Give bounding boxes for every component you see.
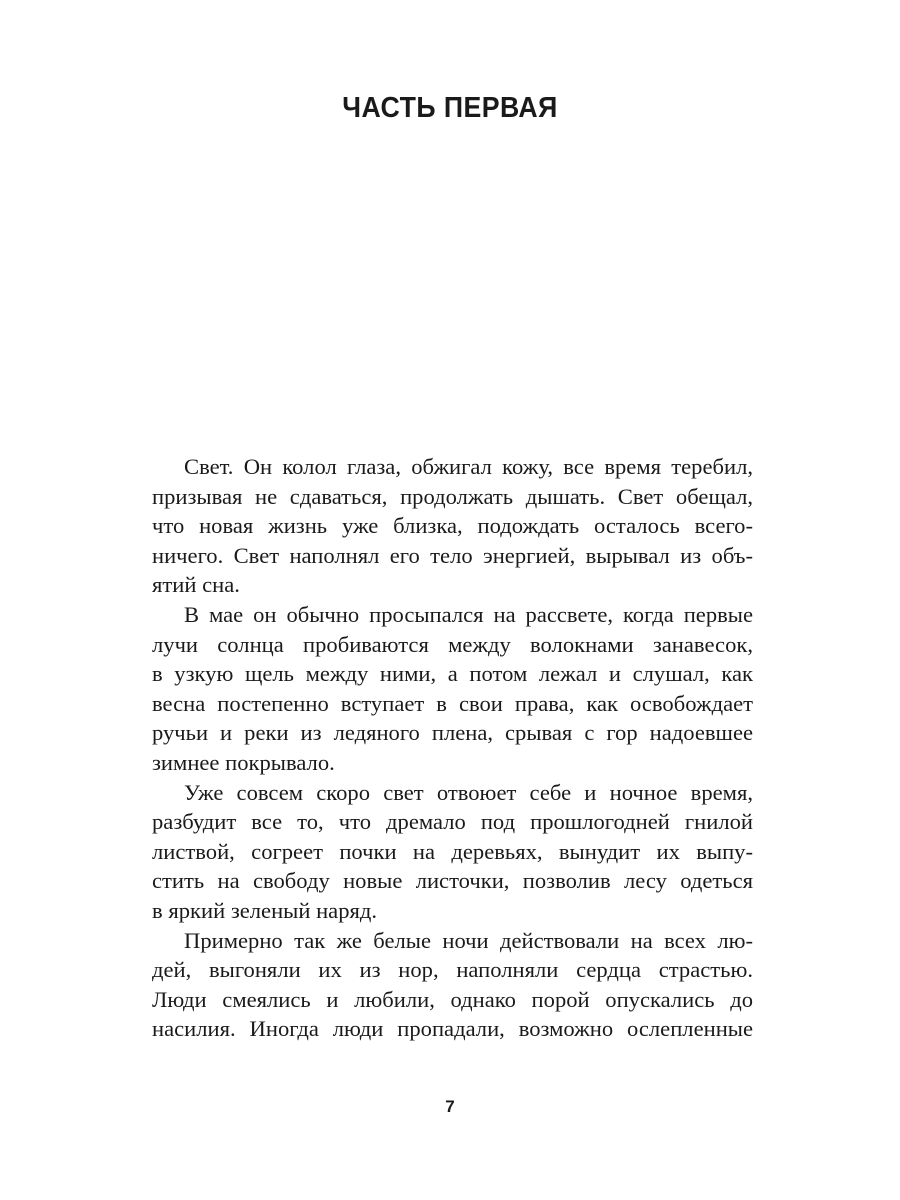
part-title: ЧАСТЬ ПЕРВАЯ	[342, 92, 558, 124]
paragraph-3-line-2: разбудит все то, что дремало под прошлогодней гнилой	[152, 809, 753, 835]
paragraph-4-line-2: дей, выгоняли их из нор, наполняли сердца страстью.	[152, 957, 753, 983]
paragraph-3-line-4: стить на свободу новые листочки, позволив лесу одеться	[152, 868, 753, 894]
paragraph-1-line-3: что новая жизнь уже близка, подождать осталось всего-	[152, 513, 753, 539]
paragraph-3-line-5: в яркий зеленый наряд.	[152, 897, 378, 923]
paragraph-1-line-2: призывая не сдаваться, продолжать дышать. Свет обещал,	[152, 483, 753, 509]
paragraph-2-line-6: зимнее покрывало.	[152, 749, 335, 775]
paragraph-4-line-3: Люди смеялись и любили, однако порой опускались до	[152, 986, 753, 1012]
paragraph-3-line-3: листвой, согреет почки на деревьях, вынудит их выпу-	[152, 838, 753, 864]
paragraph-1-line-4: ничего. Свет наполнял его тело энергией, вырывал из объ-	[152, 542, 753, 568]
paragraph-4-line-1: Примерно так же белые ночи действовали на всех лю-	[184, 927, 753, 953]
body-text	[152, 452, 753, 1044]
page-number: 7	[445, 1097, 455, 1116]
paragraph-2-line-4: весна постепенно вступает в свои права, как освобождает	[152, 690, 753, 716]
paragraph-2-line-1: В мае он обычно просыпался на рассвете, когда первые	[184, 601, 753, 627]
paragraph-1-line-1: Свет. Он колол глаза, обжигал кожу, все время теребил,	[184, 454, 753, 479]
paragraph-4-line-4: насилия. Иногда люди пропадали, возможно ослепленные	[152, 1016, 753, 1042]
paragraph-2-line-3: в узкую щель между ними, а потом лежал и слушал, как	[152, 661, 753, 687]
paragraph-1-line-5: ятий сна.	[152, 572, 240, 598]
paragraph-2-line-2: лучи солнца пробиваются между волокнами занавесок,	[152, 631, 753, 657]
paragraph-2-line-5: ручьи и реки из ледяного плена, срывая с гор надоевшее	[152, 720, 753, 746]
paragraph-3-line-1: Уже совсем скоро свет отвоюет себе и ночное время,	[184, 779, 753, 805]
